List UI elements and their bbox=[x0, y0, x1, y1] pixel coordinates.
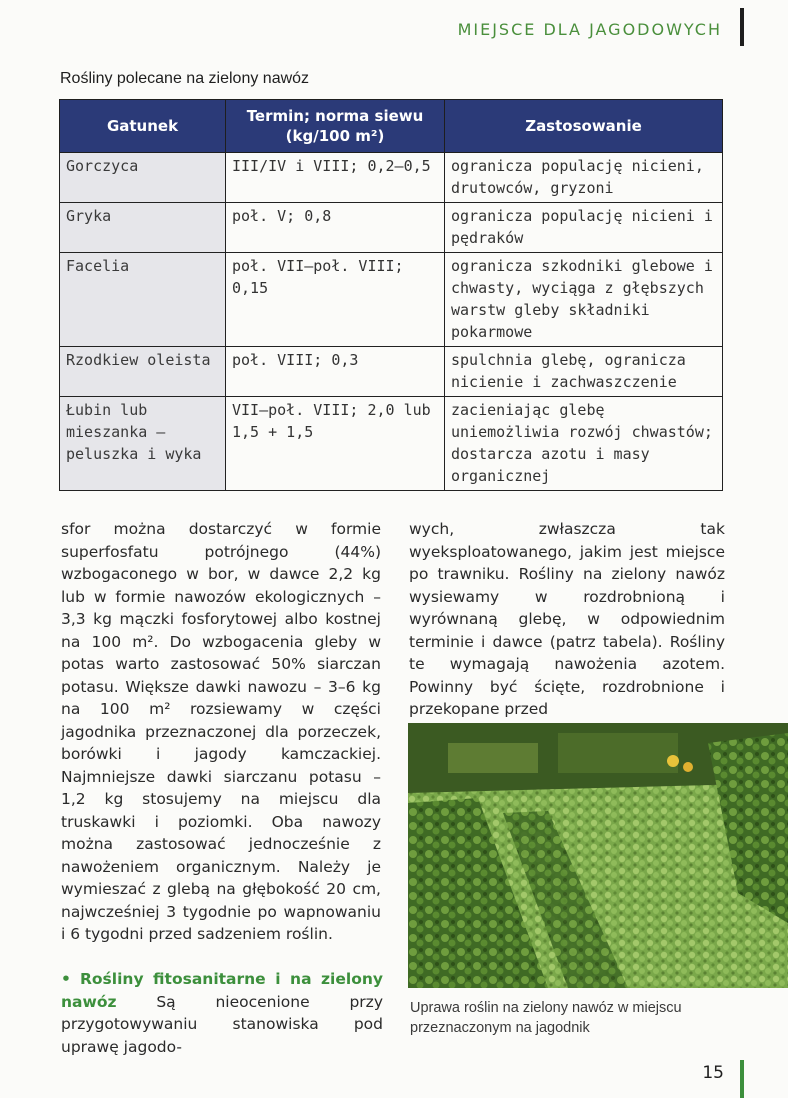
table-row bbox=[60, 153, 723, 203]
table-row bbox=[60, 397, 723, 491]
species-cell: Rzodkiew oleista bbox=[60, 347, 226, 397]
species-cell: Łubin lub mieszanka – peluszka i wyka bbox=[60, 397, 226, 491]
section-paragraph bbox=[61, 968, 383, 1058]
use-cell: zacieniając glebę uniemożliwia rozwój chwastów; dostarcza azotu i masy organicznej bbox=[445, 397, 723, 491]
term-cell: poł. V; 0,8 bbox=[226, 203, 445, 253]
term-cell: III/IV i VIII; 0,2–0,5 bbox=[226, 153, 445, 203]
term-cell: VII–poł. VIII; 2,0 lub 1,5 + 1,5 bbox=[226, 397, 445, 491]
use-cell: ogranicza populację nicieni, drutowców, gryzoni bbox=[445, 153, 723, 203]
use-cell: ogranicza szkodniki glebowe i chwasty, wyciąga z głębszych warstw gleby składniki pokarmowe bbox=[445, 253, 723, 347]
section-bullet: • bbox=[61, 970, 71, 988]
species-cell: Gorczyca bbox=[60, 153, 226, 203]
species-cell: Facelia bbox=[60, 253, 226, 347]
garden-photo bbox=[408, 723, 788, 988]
table-row bbox=[60, 253, 723, 347]
page-number-bar bbox=[740, 1060, 744, 1098]
column-header-term: Termin; norma siewu (kg/100 m²) bbox=[226, 100, 445, 153]
table-header-row bbox=[60, 100, 723, 153]
term-cell: poł. VIII; 0,3 bbox=[226, 347, 445, 397]
section-text: Są nieocenione przy przygotowywaniu stanowiska pod uprawę jagodo- bbox=[61, 992, 383, 1056]
use-cell: ogranicza populację nicieni i pędraków bbox=[445, 203, 723, 253]
species-cell: Gryka bbox=[60, 203, 226, 253]
running-header: MIEJSCE DLA JAGODOWYCH bbox=[457, 20, 722, 39]
table-row bbox=[60, 347, 723, 397]
column-header-species: Gatunek bbox=[60, 100, 226, 153]
left-column-paragraph: sfor można dostarczyć w formie superfosfatu potrójnego (44%) wzbogaconego w bor, w dawce 2,2 kg lub w formie nawozów ekologicznych – 3,3 kg mączki fosforytowej albo kostnej na 100 m². Do wzbogacenia gleby w potas warto zastosować 50% siarczan potasu. Większe dawki nawozu – 3–6 kg na 100 m² rozsiewamy w części jagodnika przeznaczonej dla porzeczek, borówki i jagody kamczackiej. Najmniejsze dawki siarczanu potasu – 1,2 kg stosujemy na miejscu dla truskawki i poziomki. Oba nawozy można zastosować jednocześnie z nawożeniem organicznym. Należy je wymieszać z glebą na głębokość 20 cm, najwcześniej 3 tygodnie po wapnowaniu i 6 tygodni przed sadzeniem roślin. bbox=[61, 520, 381, 943]
page-number: 15 bbox=[702, 1063, 724, 1083]
right-column-paragraph: wych, zwłaszcza tak wyeksploatowanego, jakim jest miejsce po trawniku. Rośliny na zielony nawóz wysiewamy w rozdrobnioną i wyrównaną glebę, w odpowiednim terminie i dawce (patrz tabela). Rośliny te wymagają nawożenia azotem. Powinny być ścięte, rozdrobnione i przekopane przed bbox=[409, 520, 725, 718]
use-cell: spulchnia glebę, ogranicza nicienie i zachwaszczenie bbox=[445, 347, 723, 397]
header-bar bbox=[740, 8, 744, 46]
photo-caption: Uprawa roślin na zielony nawóz w miejscu przeznaczonym na jagodnik bbox=[410, 1000, 682, 1036]
garden-photo-image bbox=[408, 723, 788, 988]
section-heading: Rośliny fitosanitarne i na zielony nawóz bbox=[61, 970, 383, 1011]
column-header-use: Zastosowanie bbox=[445, 100, 723, 153]
table-title: Rośliny polecane na zielony nawóz bbox=[60, 70, 310, 87]
table-row bbox=[60, 203, 723, 253]
green-manure-table bbox=[59, 99, 723, 491]
term-cell: poł. VII–poł. VIII; 0,15 bbox=[226, 253, 445, 347]
